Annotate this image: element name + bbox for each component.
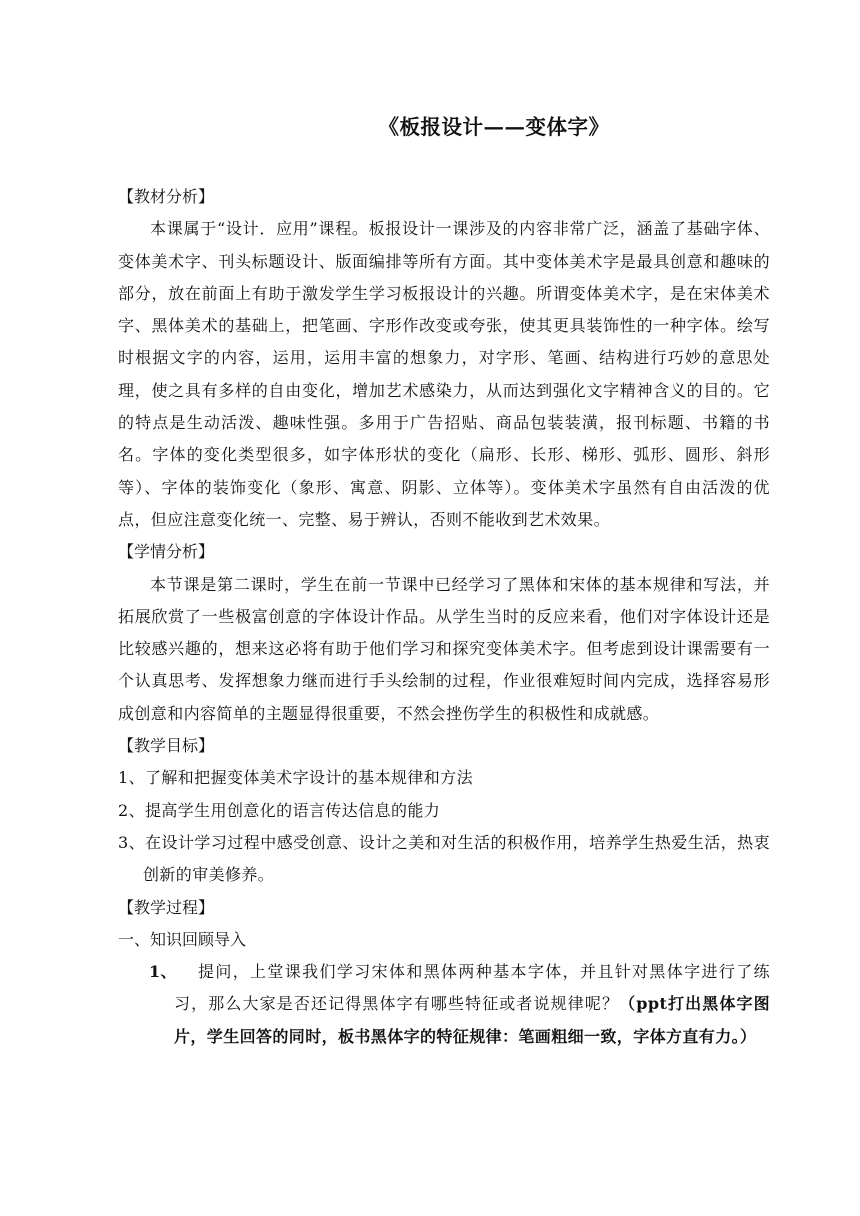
goal-item: 3、在设计学习过程中感受创意、设计之美和对生活的积极作用，培养学生热爱生活，热衷创新的审美修养。 — [118, 832, 770, 885]
goal-item: 2、提高学生用创意化的语言传达信息的能力 — [118, 800, 441, 820]
section-heading-material: 【教材分析】 — [118, 187, 215, 206]
teaching-goals-list — [118, 762, 770, 891]
step-bold-note: （ppt打出黑体字图片，学生回答的同时，板书黑体字的特征规律：笔画粗细一致，字体方直有力。） — [174, 994, 770, 1046]
section-heading-process: 【教学过程】 — [118, 897, 215, 917]
process-step — [118, 956, 770, 1053]
section-heading-goals: 【教学目标】 — [118, 736, 215, 756]
step-number: 1、 — [149, 962, 177, 982]
process-part-title: 一、知识回顾导入 — [118, 929, 247, 949]
step-text: 提问，上堂课我们学习宋体和黑体两种基本字体，并且针对黑体字进行了练习，那么大家是否还记得黑体字有哪些特征或者说规律呢？ — [174, 962, 770, 1014]
student-analysis-paragraph: 本节课是第二课时，学生在前一节课中已经学习了黑体和宋体的基本规律和写法，并拓展欣赏了一些极富创意的字体设计作品。从学生当时的反应来看，他们对字体设计还是比较感兴趣的，想来这必将有助于他们学习和探究变体美术字。但考虑到设计课需要有一个认真思考、发挥想象力继而进行手头绘制的过程，作业很难短时间内完成，选择容易形成创意和内容简单的主题显得很重要，不然会挫伤学生的积极性和成就感。 — [118, 574, 770, 723]
document-title: 《板报设计——变体字》 — [378, 115, 610, 139]
material-analysis-paragraph: 本课属于“设计．应用”课程。板报设计一课涉及的内容非常广泛，涵盖了基础字体、变体美术字、刊头标题设计、版面编排等所有方面。其中变体美术字是最具创意和趣味的部分，放在前面上有助于激发学生学习板报设计的兴趣。所谓变体美术字，是在宋体美术字、黑体美术的基础上，把笔画、字形作改变或夸张，使其更具装饰性的一种字体。绘写时根据文字的内容，运用，运用丰富的想象力，对字形、笔画、结构进行巧妙的意思处理，使之具有多样的自由变化，增加艺术感染力，从而达到强化文字精神含义的目的。它的特点是生动活泼、趣味性强。多用于广告招贴、商品包装装潢，报刊标题、书籍的书名。字体的变化类型很多，如字体形状的变化（扁形、长形、梯形、弧形、圆形、斜形等）、字体的装饰变化（象形、寓意、阴影、立体等）。变体美术字虽然有自由活泼的优点，但应注意变化统一、完整、易于辨认，否则不能收到艺术效果。 — [118, 219, 770, 529]
goal-item: 1、了解和把握变体美术字设计的基本规律和方法 — [118, 768, 473, 788]
section-heading-students: 【学情分析】 — [118, 542, 215, 562]
